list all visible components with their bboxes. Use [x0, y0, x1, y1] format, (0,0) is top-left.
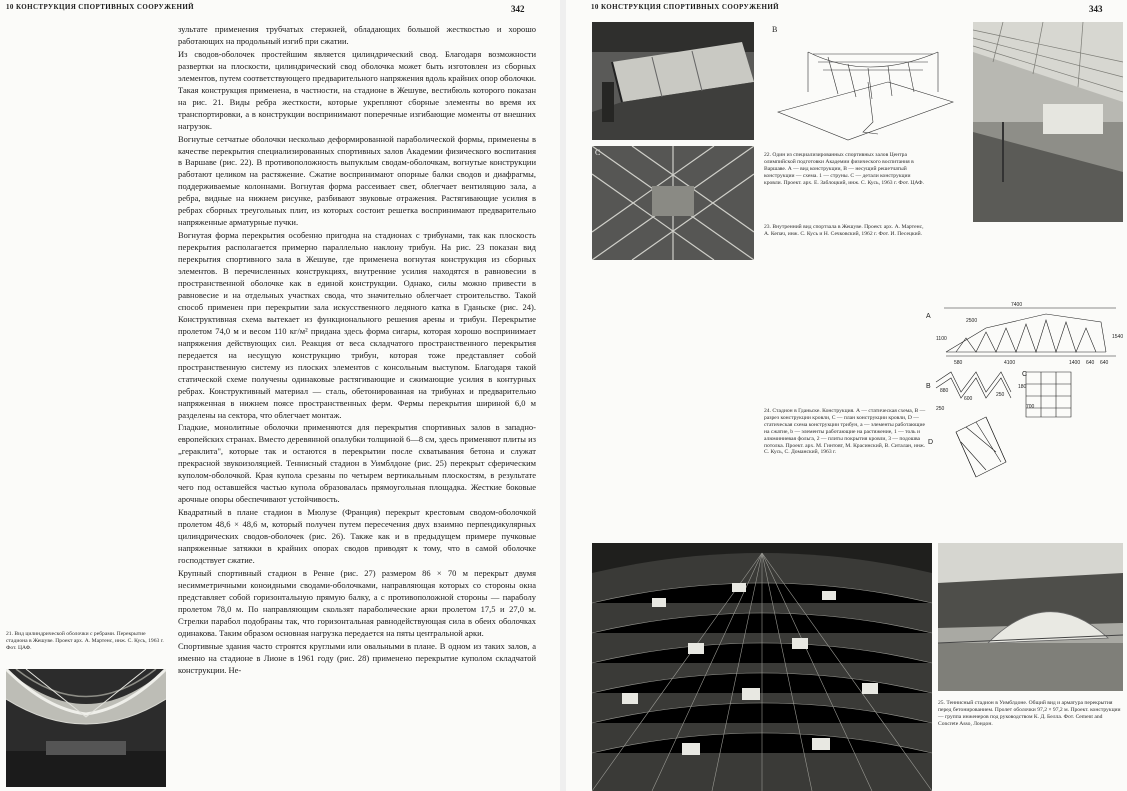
paragraph: Крупный спортивный стадион в Ренне (рис. 27) размером 86 × 70 м перекрыт двумя несимметричными коноидными сводами-оболочками, направляющая которых со стороны окна представляет собой горизонтальную прямую балку, а с противоположной стороны — параболу пролетом 78,0 м. По направляющим скользят параболические арки пролетом 17,5 и 27,0 м. Стрелки парабол подобраны так, что горизонтальная равнодействующая сила в обеих оболочках одинакова. Таким образом основная нагрузка передается на пяты центральной арки.: [178, 567, 536, 638]
figure-caption-23: 23. Внутренний вид спортзала в Жешуве. Проект. арх. А. Мартенс, А. Кепач, инж. С. Кусь и Н. Сечковский, 1962 г. Фот. И. Песецкий.: [764, 224, 924, 237]
figure-caption-22: 22. Один из специализированных спортивных залов Центра олимпийской подготовки Академии физического воспитания в Варшаве. А — вид конструкции, В — несущий решетчатый конструкции — схема. 1 — струны. С — детали конструкции кровли. Проект. арх. Е. Заблоцкий, инж. С. Кусь, 1963 г. Фот. ЦАФ.: [764, 152, 924, 186]
running-head-title: КОНСТРУКЦИЯ СПОРТИВНЫХ СООРУЖЕНИЙ: [15, 3, 195, 11]
dim-total: 7400: [1011, 302, 1023, 308]
running-head: [6, 3, 194, 11]
dim-b-w2: 600: [964, 396, 973, 402]
photo-25-exterior: [938, 543, 1123, 691]
running-head-number: 10: [591, 3, 599, 11]
figure-caption-24: 24. Стадион в Гданьске. Конструкция. А — статическая схема, В — разрез конструкции кровли, С — план конструкции кровли, D — статическая схема конструкции трибун, а — элементы работающие на сжатие, b — элементы работающие на растяжение, 1 — толь и алюминиевая фольга, 2 — плиты покрытия кровли, 3 — подошва потолка. Проект. арх. М. Гинтовт, М. Красинский, В. Ситалан, инж. С. Кусь, С. Доманский, 1963 г.: [764, 408, 926, 456]
photo-25-rebar-dome: [592, 543, 932, 791]
dim-b-w3: 250: [996, 392, 1005, 398]
dim-c-h: 180: [1018, 384, 1027, 390]
drawing-24-stadium-structure: [926, 292, 1126, 484]
photo-23-hall-interior: [973, 22, 1123, 222]
drawing-22-structure: [768, 22, 958, 146]
dim-right-b: 640: [1086, 360, 1095, 366]
photo-22-mesh-underside: [592, 146, 754, 260]
photo-label-c: C: [595, 148, 601, 157]
page-number: 343: [1089, 4, 1103, 14]
body-text-column: [178, 24, 536, 677]
drawing-label-a: A: [926, 313, 931, 320]
paragraph: Вогнутая форма перекрытия особенно пригодна на стадионах с трибунами, так как плоскость перекрытия располагается примерно параллельно наклону трибун. На рис. 23 показан вид перекрытия спортивного зала в Жешуве, где применена вогнутая конструкция из сборных элементов. В перечисленных конструкциях, внутренние усилия находятся в равновесии в пространственной оболочке как в единой конструкции. Однако, силы можно привести в равновесие и на отдельных участках свода, что значительно облегчает строительство. Такой способ применен при перекрытии зала искусственного ледяного катка в Гданьске (рис. 24). Конструктивная схема вытекает из функционального решения арены и трибун. Перекрытие пролетом 74,0 м и весом 110 кг/м² придана здесь форма сигары, которая хорошо воспринимает напряжения действующих сил. Реакция от веса складчатого пространственного перекрытия передается на несущую конструкцию трибун, которая тоже представляет собой пространственную систему из плоских элементов с консольным выступом. Благодаря такой статической схеме получены одинаковые растягивающие и сжимающие усилия в контурных ребрах. Конструктивный материал — сталь, обетонированная на трибунах и предварительно напряженная в нижнем поясе пространственных ферм. Фермы перекрытия шириной 6,0 м разделены на сектора, что облегчает монтаж.: [178, 230, 536, 420]
dim-b-w1: 250: [936, 406, 945, 412]
dim-left-span: 2500: [966, 318, 978, 324]
paragraph: Вогнутые сетчатые оболочки несколько деформированной параболической формы, применены в качестве перекрытия специализированных спортивных залов Академии физического воспитания в Варшаве (рис. 22). В противоположность выпуклым сводам-оболочкам, вогнутые конструкции работают целиком на растяжение. Сжатие воспринимают опорные балки сводов и диафрагмы, поддерживаемые колоннами. Вогнутая форма рассеивает свет, облегчает вентиляцию зала, а ребра, видные на нижнем рисунке, разбивают звуковые отражения. Растягивающие усилия в ребрах сборных треугольных плит, из которых состоит решетка воспринимают предварительно напряженные арматурные пучки.: [178, 133, 536, 228]
figure-caption-21: 21. Вид цилиндрической оболочки с ребрами. Перекрытие стадиона в Жешуве. Проект арх. А. Мартенс, инж. С. Кусь, 1963 г. Фот. ЦАФ.: [6, 631, 164, 651]
running-head-number: 10: [6, 3, 14, 11]
dim-height-left: 1100: [936, 336, 947, 342]
dim-height-right: 1540: [1112, 334, 1124, 340]
right-page: [566, 0, 1127, 791]
paragraph: Из сводов-оболочек простейшим является цилиндрический свод. Благодаря возможности развертки на плоскости, цилиндрический свод оболочка может быть изготовлен из сборных элементов, путем соответствующего предварительного напряжения вдоль крайних опор оболочки. Такая конструкция применена, в частности, на стадионе в Жешуве, вестибюль которого показан на рис. 21. Виды ребра жесткости, которые укрепляют сборные элементы во время их транспортировки, а в конструкции воспринимают поперечные изгибающие моменты от внешних нагрузок.: [178, 48, 536, 131]
dim-b-total: 700: [1026, 404, 1035, 410]
page-number: 342: [511, 4, 525, 14]
paragraph: Гладкие, монолитные оболочки применяются для перекрытия спортивных залов в западно-европейских странах. Вместо деревянной опалубки толщиной 6—8 см, здесь применяют плиты из „гераклита", которые так и остаются в перекрытии после схватывания бетона и служат прекрасной звукоизоляцией. Теннисный стадион в Уимблдоне (рис. 25) перекрыт сферическим куполом-оболочкой. Края купола срезаны по четырем вертикальным плоскостям, в результате чего под оставшейся частью купола образовалась прямоугольная площадка. Жесткие боковые арочные опоры обеспечивают устойчивость.: [178, 422, 536, 505]
running-head-title: КОНСТРУКЦИЯ СПОРТИВНЫХ СООРУЖЕНИЙ: [600, 3, 780, 11]
dim-b-h: 880: [940, 388, 949, 394]
paragraph: Спортивные здания часто строятся круглыми или овальными в плане. В одном из таких залов, а именно на стадионе в Лионе в 1961 году (рис. 28) применено перекрытие куполом складчатой конструкции. Не-: [178, 640, 536, 675]
drawing-label-b: B: [772, 25, 778, 34]
dim-right-a: 1400: [1069, 360, 1081, 366]
running-head: [591, 3, 779, 11]
paragraph: Квадратный в плане стадион в Мюлузе (Франция) перекрыт крестовым сводом-оболочкой пролетом 48,6 × 48,6 м, который получен путем пересечения двух взаимно перпендикулярных цилиндрических сводов-оболочек (рис. 26). Также как и в предыдущем примере пучковые напряженные затяжки в крайних опорах сводов приводят к тому, что в самой оболочке господствует сжатие.: [178, 507, 536, 565]
drawing-label-b: B: [926, 383, 931, 390]
drawing-label-c: C: [1022, 371, 1028, 378]
dim-middle: 4100: [1004, 360, 1016, 366]
drawing-label-d: D: [928, 439, 934, 446]
dim-right-c: 640: [1100, 360, 1109, 366]
dim-left-bottom: 580: [954, 360, 963, 366]
figure-caption-25: 25. Теннисный стадион в Уимблдоне. Общий вид и арматура перекрытия перед бетонированием. Пролет оболочки 97,2 × 97,2 м. Проект. конструкции — группа инженеров под руководством К. Д. Белла. Фот. Cement and Concrete Asso, Лондон.: [938, 700, 1121, 727]
left-page: [0, 0, 560, 791]
paragraph: зультате применения трубчатых стержней, обладающих большой жесткостью и хорошо работающих на продольный изгиб при сжатии.: [178, 24, 536, 46]
photo-21-vault-interior: [6, 669, 166, 787]
photo-22-mesh-roof: [592, 22, 754, 140]
